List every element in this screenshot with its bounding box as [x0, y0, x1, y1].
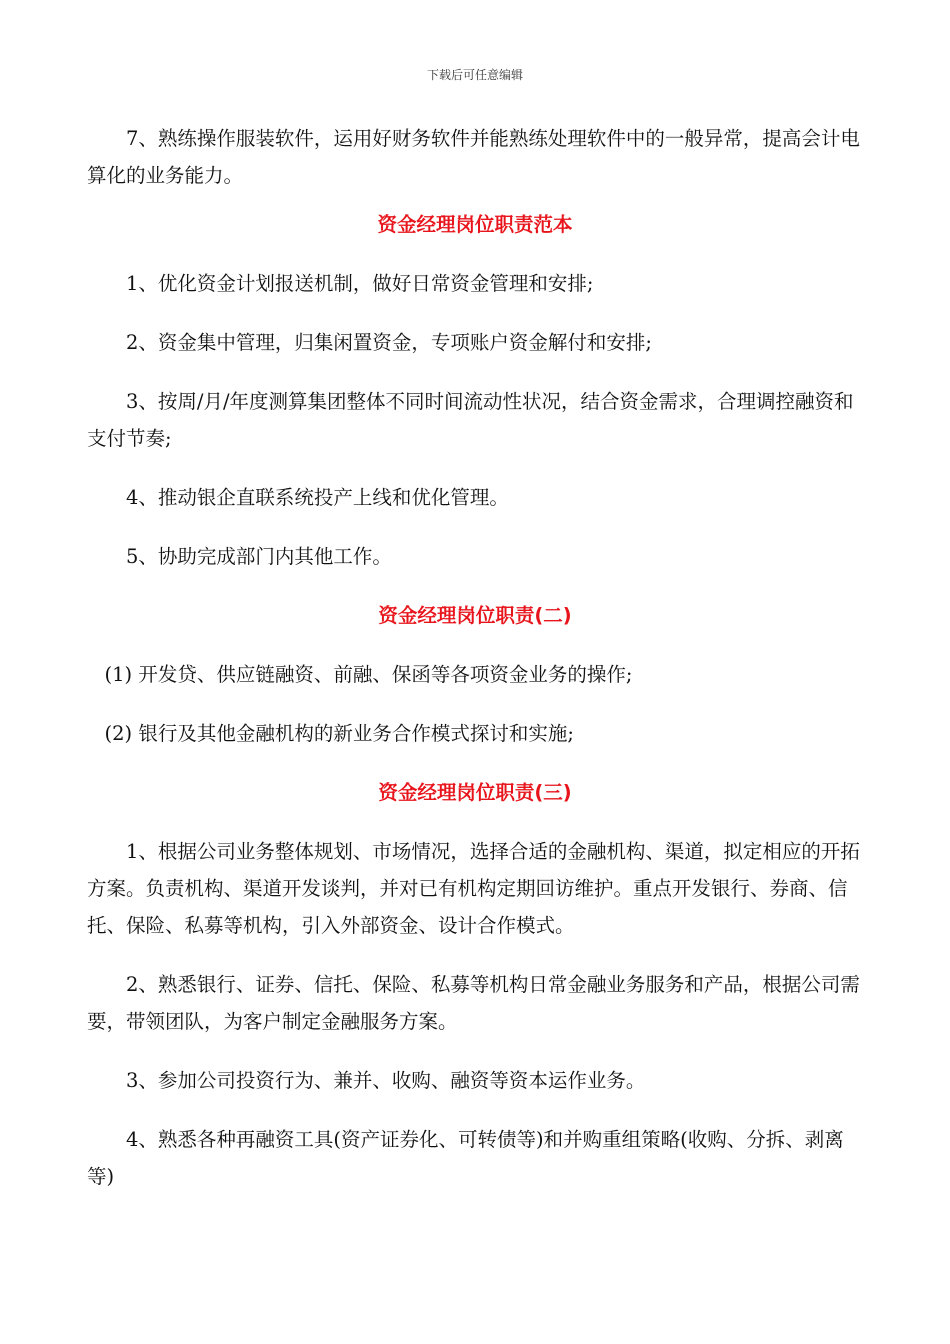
paragraph: 4、熟悉各种再融资工具(资产证券化、可转债等)和并购重组策略(收购、分拆、剥离等)	[87, 1128, 844, 1188]
section-heading: 资金经理岗位职责(二)	[378, 604, 572, 627]
paragraph: 3、参加公司投资行为、兼并、收购、融资等资本运作业务。	[126, 1069, 646, 1092]
paragraph: 2、熟悉银行、证券、信托、保险、私募等机构日常金融业务服务和产品，根据公司需要，带领团队，为客户制定金融服务方案。	[87, 973, 860, 1033]
paragraph: (2) 银行及其他金融机构的新业务合作模式探讨和实施;	[104, 722, 574, 745]
document-body	[87, 120, 863, 1195]
paragraph: 5、协助完成部门内其他工作。	[126, 545, 392, 568]
paragraph: 3、按周/月/年度测算集团整体不同时间流动性状况，结合资金需求，合理调控融资和支付节奏;	[87, 390, 854, 450]
paragraph: 7、熟练操作服装软件，运用好财务软件并能熟练处理软件中的一般异常，提高会计电算化的业务能力。	[87, 127, 860, 187]
paragraph: 1、优化资金计划报送机制，做好日常资金管理和安排;	[126, 272, 594, 295]
paragraph: 2、资金集中管理，归集闲置资金，专项账户资金解付和安排;	[126, 331, 652, 354]
paragraph: 1、根据公司业务整体规划、市场情况，选择合适的金融机构、渠道，拟定相应的开拓方案。负责机构、渠道开发谈判，并对已有机构定期回访维护。重点开发银行、券商、信托、保险、私募等机构，引入外部资金、设计合作模式。	[87, 840, 860, 937]
paragraph: (1) 开发贷、供应链融资、前融、保函等各项资金业务的操作;	[104, 663, 633, 686]
page-header: 下载后可任意编辑	[426, 68, 523, 82]
section-heading: 资金经理岗位职责(三)	[378, 781, 572, 804]
paragraph: 4、推动银企直联系统投产上线和优化管理。	[126, 486, 509, 509]
section-heading: 资金经理岗位职责范本	[377, 213, 573, 236]
